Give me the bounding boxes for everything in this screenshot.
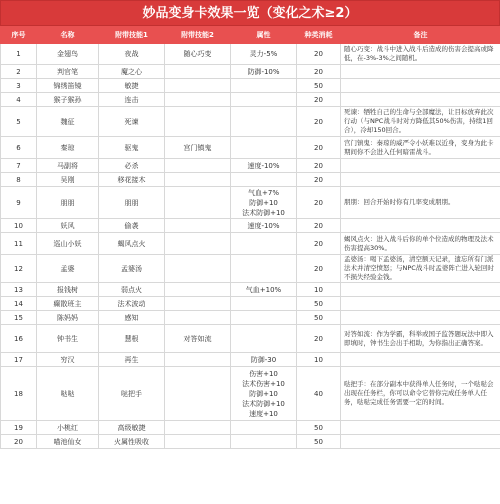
cell-note bbox=[341, 159, 500, 173]
cell-no: 13 bbox=[1, 283, 37, 297]
cell-no: 10 bbox=[1, 219, 37, 233]
cell-attr: 防御-30 bbox=[231, 353, 297, 367]
cell-skill1: 死谏 bbox=[99, 107, 165, 137]
cell-skill2 bbox=[165, 219, 231, 233]
cell-note bbox=[341, 353, 500, 367]
cell-note: 哒把手：在部分副本中获得单人任务时，一个哒哒会出现在任务栏，你可以命令它替你完成任务单人任务，哒哒完成任务需要一定的时间。 bbox=[341, 367, 500, 421]
table-row bbox=[1, 44, 500, 65]
cell-skill1: 蝎风点火 bbox=[99, 233, 165, 255]
cell-skill2 bbox=[165, 107, 231, 137]
cell-attr bbox=[231, 421, 297, 435]
table-row bbox=[1, 283, 500, 297]
cell-name: 判官笔 bbox=[37, 65, 99, 79]
cell-attr bbox=[231, 311, 297, 325]
cell-skill2 bbox=[165, 311, 231, 325]
cell-name: 喵池仙女 bbox=[37, 435, 99, 449]
cell-no: 17 bbox=[1, 353, 37, 367]
transform-card-table bbox=[0, 26, 500, 449]
cell-skill1: 驱鬼 bbox=[99, 137, 165, 159]
cell-no: 15 bbox=[1, 311, 37, 325]
cell-name: 魏征 bbox=[37, 107, 99, 137]
table-row bbox=[1, 93, 500, 107]
table-row bbox=[1, 421, 500, 435]
cell-attr bbox=[231, 173, 297, 187]
cell-no: 3 bbox=[1, 79, 37, 93]
cell-name: 朋朋 bbox=[37, 187, 99, 219]
cell-name: 癫散班主 bbox=[37, 297, 99, 311]
cell-skill1: 孟婆汤 bbox=[99, 255, 165, 283]
cell-note bbox=[341, 79, 500, 93]
cell-no: 2 bbox=[1, 65, 37, 79]
cell-cost: 20 bbox=[297, 325, 341, 353]
cell-cost: 50 bbox=[297, 311, 341, 325]
cell-skill1: 慧根 bbox=[99, 325, 165, 353]
cell-attr bbox=[231, 435, 297, 449]
cell-note bbox=[341, 219, 500, 233]
cell-name: 秦琼 bbox=[37, 137, 99, 159]
cell-no: 19 bbox=[1, 421, 37, 435]
cell-cost: 20 bbox=[297, 159, 341, 173]
cell-skill1: 朋朋 bbox=[99, 187, 165, 219]
cell-skill2 bbox=[165, 159, 231, 173]
cell-name: 吴刚 bbox=[37, 173, 99, 187]
cell-attr bbox=[231, 233, 297, 255]
cell-skill1: 哒把手 bbox=[99, 367, 165, 421]
cell-skill2 bbox=[165, 255, 231, 283]
cell-name: 猴子猴孙 bbox=[37, 93, 99, 107]
cell-skill2: 宫门镇鬼 bbox=[165, 137, 231, 159]
header-skill2: 附带技能2 bbox=[165, 27, 231, 44]
cell-no: 20 bbox=[1, 435, 37, 449]
cell-attr: 气血+10% bbox=[231, 283, 297, 297]
cell-attr: 速度-10% bbox=[231, 219, 297, 233]
cell-no: 11 bbox=[1, 233, 37, 255]
cell-skill1: 移花接木 bbox=[99, 173, 165, 187]
table-row bbox=[1, 159, 500, 173]
cell-attr: 气血+7% 防御+10 法术防御+10 bbox=[231, 187, 297, 219]
cell-skill2 bbox=[165, 187, 231, 219]
cell-skill1: 夜战 bbox=[99, 44, 165, 65]
cell-no: 14 bbox=[1, 297, 37, 311]
cell-attr: 速度-10% bbox=[231, 159, 297, 173]
cell-no: 16 bbox=[1, 325, 37, 353]
cell-cost: 20 bbox=[297, 173, 341, 187]
cell-no: 12 bbox=[1, 255, 37, 283]
table-row bbox=[1, 297, 500, 311]
table-row bbox=[1, 255, 500, 283]
cell-note: 孟婆汤：喝下孟婆汤，清空额天记录，遗忘所有门派法术并清空愤怒；与NPC战斗时孟婆阵亡进入轮回时不损失经验金钱。 bbox=[341, 255, 500, 283]
table-row bbox=[1, 311, 500, 325]
cell-attr: 伤害+10 法术伤害+10 防御+10 法术防御+10 速度+10 bbox=[231, 367, 297, 421]
header-name: 名称 bbox=[37, 27, 99, 44]
cell-skill2 bbox=[165, 353, 231, 367]
cell-skill1: 弱点火 bbox=[99, 283, 165, 297]
cell-skill2 bbox=[165, 173, 231, 187]
cell-skill1: 敏捷 bbox=[99, 79, 165, 93]
cell-note: 随心巧变：战斗中进入战斗后造成的伤害会提高或降低，在-3%-3%之间随机。 bbox=[341, 44, 500, 65]
cell-attr: 防御-10% bbox=[231, 65, 297, 79]
cell-name: 穷汉 bbox=[37, 353, 99, 367]
table-row bbox=[1, 435, 500, 449]
cell-attr bbox=[231, 79, 297, 93]
cell-no: 5 bbox=[1, 107, 37, 137]
table-row bbox=[1, 233, 500, 255]
cell-skill1: 连击 bbox=[99, 93, 165, 107]
cell-skill2 bbox=[165, 93, 231, 107]
cell-no: 7 bbox=[1, 159, 37, 173]
cell-note bbox=[341, 283, 500, 297]
cell-no: 9 bbox=[1, 187, 37, 219]
cell-attr bbox=[231, 137, 297, 159]
table-row bbox=[1, 107, 500, 137]
cell-attr bbox=[231, 93, 297, 107]
table-row bbox=[1, 187, 500, 219]
cell-skill2 bbox=[165, 233, 231, 255]
page-title: 妙品变身卡效果一览（变化之术≥2） bbox=[0, 0, 500, 26]
cell-skill1: 火属性吸收 bbox=[99, 435, 165, 449]
cell-name: 小桃红 bbox=[37, 421, 99, 435]
cell-cost: 50 bbox=[297, 421, 341, 435]
cell-no: 18 bbox=[1, 367, 37, 421]
cell-note bbox=[341, 65, 500, 79]
cell-name: 妖风 bbox=[37, 219, 99, 233]
cell-cost: 50 bbox=[297, 79, 341, 93]
cell-cost: 20 bbox=[297, 44, 341, 65]
cell-skill2 bbox=[165, 65, 231, 79]
cell-note: 朋朋：回合开始时你有几率变成朋朋。 bbox=[341, 187, 500, 219]
cell-skill2: 随心巧变 bbox=[165, 44, 231, 65]
cell-note: 宫门镇鬼：秦琼的威严令小妖难以近身，变身为此卡期间你不会进入任何暗雷战斗。 bbox=[341, 137, 500, 159]
cell-note bbox=[341, 311, 500, 325]
table-row bbox=[1, 137, 500, 159]
header-skill1: 附带技能1 bbox=[99, 27, 165, 44]
cell-skill2 bbox=[165, 421, 231, 435]
cell-name: 哒哒 bbox=[37, 367, 99, 421]
cell-name: 陈妈妈 bbox=[37, 311, 99, 325]
cell-skill1: 魔之心 bbox=[99, 65, 165, 79]
cell-skill1: 再生 bbox=[99, 353, 165, 367]
cell-note bbox=[341, 173, 500, 187]
cell-name: 金翅鸟 bbox=[37, 44, 99, 65]
cell-cost: 10 bbox=[297, 283, 341, 297]
cell-attr bbox=[231, 325, 297, 353]
table-header-row bbox=[1, 27, 500, 44]
cell-cost: 50 bbox=[297, 297, 341, 311]
cell-skill1: 高级敏捷 bbox=[99, 421, 165, 435]
header-no: 序号 bbox=[1, 27, 37, 44]
table-row bbox=[1, 219, 500, 233]
cell-skill1: 偷袭 bbox=[99, 219, 165, 233]
cell-skill2 bbox=[165, 367, 231, 421]
cell-attr bbox=[231, 297, 297, 311]
cell-note: 蝎风点火：进入战斗后你的单个位造成的物理及法术伤害提高30%。 bbox=[341, 233, 500, 255]
header-note: 备注 bbox=[341, 27, 500, 44]
table-row bbox=[1, 65, 500, 79]
cell-name: 马副将 bbox=[37, 159, 99, 173]
cell-cost: 20 bbox=[297, 65, 341, 79]
cell-note bbox=[341, 435, 500, 449]
cell-name: 锦绣笛镜 bbox=[37, 79, 99, 93]
cell-skill2: 对答如流 bbox=[165, 325, 231, 353]
cell-cost: 20 bbox=[297, 93, 341, 107]
cell-cost: 20 bbox=[297, 233, 341, 255]
cell-cost: 40 bbox=[297, 367, 341, 421]
table-row bbox=[1, 353, 500, 367]
cell-cost: 20 bbox=[297, 107, 341, 137]
cell-attr: 灵力-5% bbox=[231, 44, 297, 65]
cell-cost: 20 bbox=[297, 255, 341, 283]
header-cost: 种类消耗 bbox=[297, 27, 341, 44]
cell-attr bbox=[231, 107, 297, 137]
cell-skill2 bbox=[165, 79, 231, 93]
cell-cost: 20 bbox=[297, 187, 341, 219]
table-row bbox=[1, 367, 500, 421]
cell-name: 钟书生 bbox=[37, 325, 99, 353]
cell-name: 报钱树 bbox=[37, 283, 99, 297]
cell-note bbox=[341, 93, 500, 107]
cell-skill1: 法术波动 bbox=[99, 297, 165, 311]
table-row bbox=[1, 79, 500, 93]
cell-no: 1 bbox=[1, 44, 37, 65]
cell-cost: 10 bbox=[297, 353, 341, 367]
header-attr: 属性 bbox=[231, 27, 297, 44]
cell-skill1: 感知 bbox=[99, 311, 165, 325]
cell-skill2 bbox=[165, 435, 231, 449]
cell-no: 6 bbox=[1, 137, 37, 159]
cell-skill2 bbox=[165, 297, 231, 311]
table-row bbox=[1, 325, 500, 353]
cell-note: 对答如流：作为学霸，科举或国子监答题玩法中即入即填时，钟书生会出手相助，为你指出正确答案。 bbox=[341, 325, 500, 353]
cell-attr bbox=[231, 255, 297, 283]
cell-note bbox=[341, 297, 500, 311]
cell-note bbox=[341, 421, 500, 435]
cell-cost: 20 bbox=[297, 137, 341, 159]
cell-name: 孟婆 bbox=[37, 255, 99, 283]
cell-no: 4 bbox=[1, 93, 37, 107]
cell-name: 巡山小妖 bbox=[37, 233, 99, 255]
cell-skill2 bbox=[165, 283, 231, 297]
cell-skill1: 必杀 bbox=[99, 159, 165, 173]
cell-cost: 50 bbox=[297, 435, 341, 449]
cell-note: 死谏：牺牲自己的生命与全部魔法，让目标放弃此次行动（与NPC战斗时对方降低其50%伤害，持续1回合），冷却150回合。 bbox=[341, 107, 500, 137]
cell-no: 8 bbox=[1, 173, 37, 187]
cell-cost: 20 bbox=[297, 219, 341, 233]
table-row bbox=[1, 173, 500, 187]
